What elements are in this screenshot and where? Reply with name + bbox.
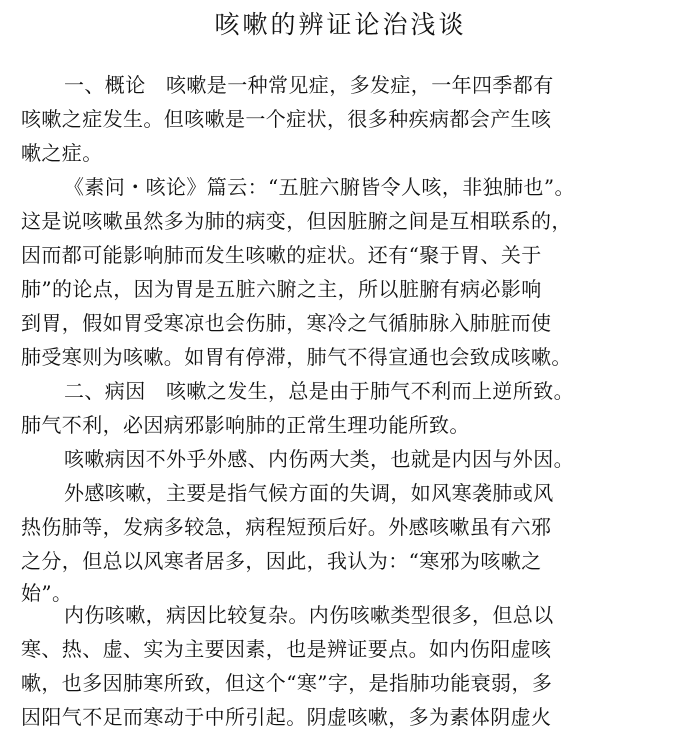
text-line: 咳嗽病因不外乎外感、内伤两大类，也就是内因与外因。 [64,447,574,471]
text-line: 咳嗽之症发生。但咳嗽是一个症状，很多种疾病都会产生咳 [21,107,552,131]
text-line: 肺”的论点，因为胃是五脏六腑之主，所以脏腑有病必影响 [21,277,542,301]
text-line: 因阳气不足而寒动于中所引起。阴虚咳嗽，多为素体阴虚火 [21,705,552,729]
text-line: 这是说咳嗽虽然多为肺的病变，但因脏腑之间是互相联系的， [21,209,572,233]
text-line: 热伤肺等，发病多较急，病程短预后好。外感咳嗽虽有六邪 [21,515,552,539]
text-line: 内伤咳嗽，病因比较复杂。内伤咳嗽类型很多，但总以 [64,603,554,627]
text-line: 《素问・咳论》篇云：“五脏六腑皆令人咳，非独肺也”。 [64,175,575,199]
text-line: 嗽，也多因肺寒所致，但这个“寒”字，是指肺功能衰弱，多 [21,671,553,695]
text-line: 因而都可能影响肺而发生咳嗽的症状。还有“聚于胃、关于 [21,243,542,267]
text-line: 肺气不利，必因病邪影响肺的正常生理功能所致。 [21,413,470,437]
text-line: 嗽之症。 [21,141,103,165]
document-title: 咳嗽的辨证论治浅谈 [214,10,467,39]
text-line: 外感咳嗽，主要是指气候方面的失调，如风寒袭肺或风 [64,481,554,505]
text-line: 始”。 [21,581,73,605]
text-line: 之分，但总以风寒者居多，因此，我认为：“寒邪为咳嗽之 [21,549,542,573]
text-line: 肺受寒则为咳嗽。如胃有停滞，肺气不得宣通也会致成咳嗽。 [21,345,572,369]
text-line: 一、概论 咳嗽是一种常见症，多发症，一年四季都有 [64,73,554,97]
text-line: 寒、热、虚、实为主要因素，也是辨证要点。如内伤阳虚咳 [21,637,552,661]
text-line: 二、病因 咳嗽之发生，总是由于肺气不利而上逆所致。 [64,379,574,403]
text-line: 到胃，假如胃受寒凉也会伤肺，寒冷之气循肺脉入肺脏而使 [21,311,552,335]
